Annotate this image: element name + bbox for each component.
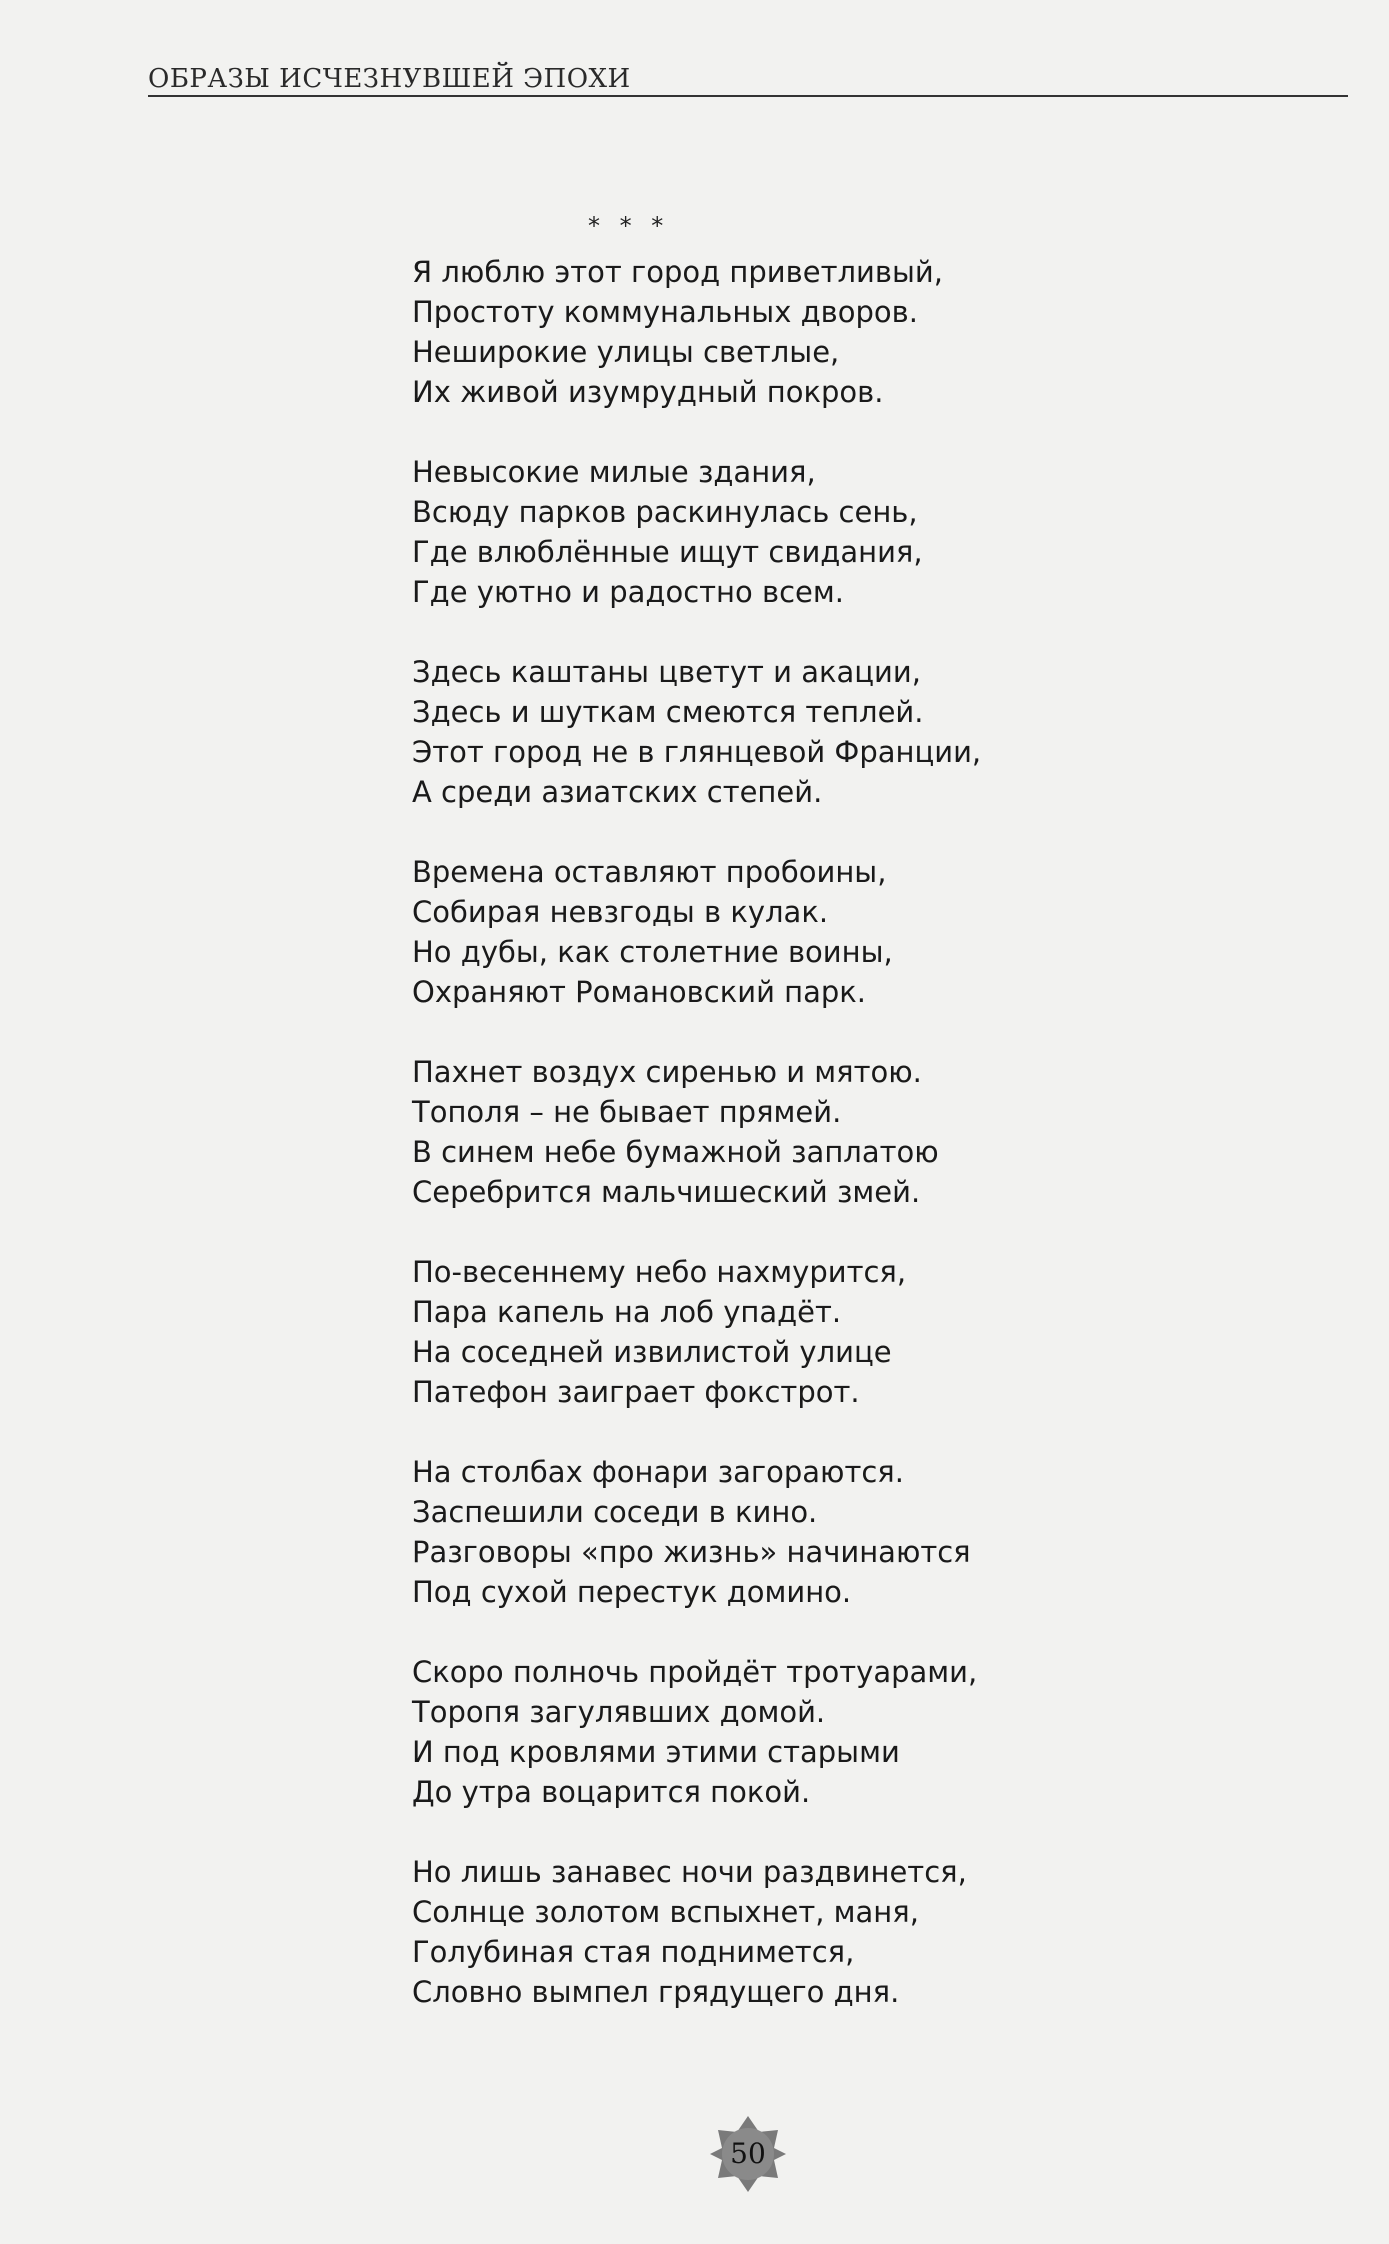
poem-line: И под кровлями этими старыми [412,1735,900,1769]
poem-line: Пара капель на лоб упадёт. [412,1295,842,1329]
poem-line: Голубиная стая поднимется, [412,1935,855,1969]
stanza [412,852,981,1012]
poem-line: Их живой изумрудный покров. [412,375,884,409]
poem-line: Всюду парков раскинулась сень, [412,495,918,529]
stanza [412,1052,981,1212]
poem-line: Разговоры «про жизнь» начинаются [412,1535,971,1569]
poem-line: Словно вымпел грядущего дня. [412,1975,900,2009]
page-number-badge [708,2114,788,2194]
poem-line: Солнце золотом вспыхнет, маня, [412,1895,919,1929]
poem-body [412,252,981,2052]
stanza [412,652,981,812]
poem-line: Но лишь занавес ночи раздвинется, [412,1855,967,1889]
poem-line: Я люблю этот город приветливый, [412,255,943,289]
poem-line: По-весеннему небо нахмурится, [412,1255,907,1289]
poem-line: Здесь и шуткам смеются теплей. [412,695,924,729]
poem-line: Собирая невзгоды в кулак. [412,895,829,929]
poem-line: До утра воцарится покой. [412,1775,811,1809]
poem-line: Невысокие милые здания, [412,455,816,489]
poem-line: Пахнет воздух сиренью и мятою. [412,1055,922,1089]
poem-line: Заспешили соседи в кино. [412,1495,818,1529]
poem-line: На соседней извилистой улице [412,1335,892,1369]
poem-line: Торопя загулявших домой. [412,1695,826,1729]
poem-line: Тополя – не бывает прямей. [412,1095,842,1129]
poem-line: Патефон заиграет фокстрот. [412,1375,860,1409]
poem-line: Скоро полночь пройдёт тротуарами, [412,1655,978,1689]
poem-separator: * * * [588,212,670,240]
poem-line: Простоту коммунальных дворов. [412,295,918,329]
stanza [412,1452,981,1612]
stanza [412,1852,981,2012]
stanza [412,252,981,412]
poem-line: Но дубы, как столетние воины, [412,935,893,969]
page-number: 50 [730,2137,766,2170]
poem-line: Времена оставляют пробоины, [412,855,887,889]
header-rule [148,95,1348,97]
poem-line: Здесь каштаны цветут и акации, [412,655,921,689]
poem-line: Охраняют Романовский парк. [412,975,867,1009]
stanza [412,1252,981,1412]
running-header [148,64,1348,104]
poem-line: Под сухой перестук домино. [412,1575,852,1609]
book-title: ОБРАЗЫ ИСЧЕЗНУВШЕЙ ЭПОХИ [148,64,631,94]
stanza [412,1652,981,1812]
poem-line: На столбах фонари загораются. [412,1455,904,1489]
poem-line: Где влюблённые ищут свидания, [412,535,923,569]
poem-line: В синем небе бумажной заплатою [412,1135,939,1169]
poem-line: Где уютно и радостно всем. [412,575,844,609]
poem-line: Этот город не в глянцевой Франции, [412,735,982,769]
poem-line: Серебрится мальчишеский змей. [412,1175,921,1209]
stanza [412,452,981,612]
poem-line: Неширокие улицы светлые, [412,335,840,369]
poem-line: А среди азиатских степей. [412,775,823,809]
